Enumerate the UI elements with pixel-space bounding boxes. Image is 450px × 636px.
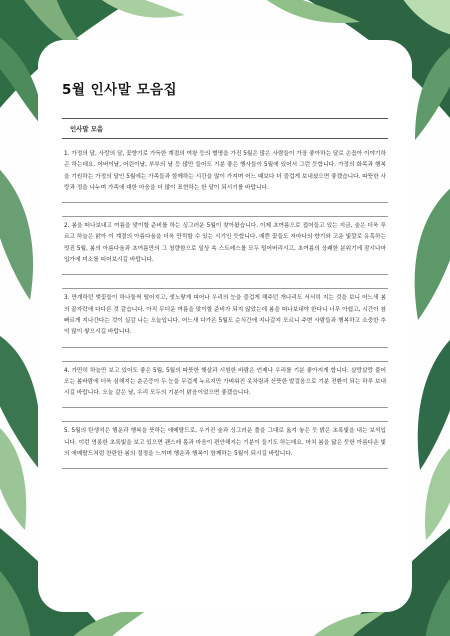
greeting-paragraph-2: 2. 봄을 떠나보내고 여름을 맞이할 준비를 하는 싱그러운 5월이 찾아왔습니다. 이제 초여름으로 접어들고 있는 지금, 숲은 더욱 푸르고 하늘은 맑아 이 계절의 아름다움을 더욱 만끽할 수 있는 시기인 듯합니다. 예쁜 꽃들도 저마다의 향기와 고운 빛깔로 유혹하는 멋진 5월, 봄의 아름다움과 초여름만의 그 청량함으로 일상 속 스트레스를 모두 털어버리시고, 초여름의 상쾌한 분위기에 잠시나마 입가에 미소를 띠어보시길 바랍니다.	[62, 216, 388, 275]
section-label: 인사말 모음	[62, 118, 388, 139]
greetings-section	[62, 118, 388, 469]
greeting-paragraph-4: 4. 가만히 하늘만 보고 있어도 좋은 5월, 5월의 따뜻한 햇살과 시원한 바람은 언제나 우리를 기분 좋아지게 합니다. 살랑살랑 불어오는 봄바람에 더욱 심해지는 춘곤증이 두 눈을 무겁게 누르지만 가벼워진 옷차림과 산뜻한 발걸음으로 기분 전환이 되는 하루 보내시길 바랍니다. 오늘 같은 날, 우리 모두의 기분이 맑음이었으면 좋겠습니다.	[62, 361, 388, 409]
greeting-paragraph-3: 3. 만개하던 벚꽃들이 하나둘씩 떨어지고, 샛노랗게 피어나 우리의 눈을 즐겁게 해주던 개나리도 서서히 지는 것을 보니 어느새 봄의 끝자락에 다다른 것 같습니다. 아직 무더운 여름을 맞이할 준비가 되지 않았는데 봄을 떠나보내야 한다니 너무 아쉽고, 시간이 참 빠르게 지나간다는 것이 실감 나는 오늘입니다. 어느새 다가온 5월도 순식간에 지나갈지 모르니 주변 사람들과 행복하고 소중한 추억 많이 쌓으시길 바랍니다.	[62, 288, 388, 347]
greeting-paragraph-5: 5. 5월의 탄생석은 행운과 행복을 뜻하는 에메랄드로, 우거진 숲과 싱그러운 풀을 그대로 옮겨 놓은 듯 밝은 초록빛을 내는 보석입니다. 이런 영롱한 초록빛을 보고 있으면 괜스레 몸과 마음이 편안해지는 기분이 들기도 하는데요. 마치 봄을 닮은 듯한 아름다운 빛의 에메랄드처럼 찬란한 봄의 절정을 느끼며 행운과 행복이 함께하는 5월이 되시길 바랍니다.	[62, 421, 388, 469]
greeting-paragraph-1: 1. 가정의 달, 사랑의 달, 꽃향기로 가득한 계절의 여왕 등의 별명을 가진 5월은 많은 사람들이 가장 좋아하는 달로 손꼽아 이야기하곤 하는데요. 어버이날, 어린이날, 부부의 날 등 많만 들어도 기분 좋은 행사들이 5월에 있어서 그런 듯합니다. 가정의 화목과 행복을 기원하는 가정의 달인 5월에는 가족들과 함께하는 시간을 많이 가지며 어느 때보다 더 즐겁게 보내셨으면 좋겠습니다. 따뜻한 사랑과 정을 나누며 가족에 대한 마음을 더 많이 표현하는 한 달이 되시기를 바랍니다.	[62, 145, 388, 203]
page-title: 5월 인사말 모음집	[62, 82, 178, 98]
